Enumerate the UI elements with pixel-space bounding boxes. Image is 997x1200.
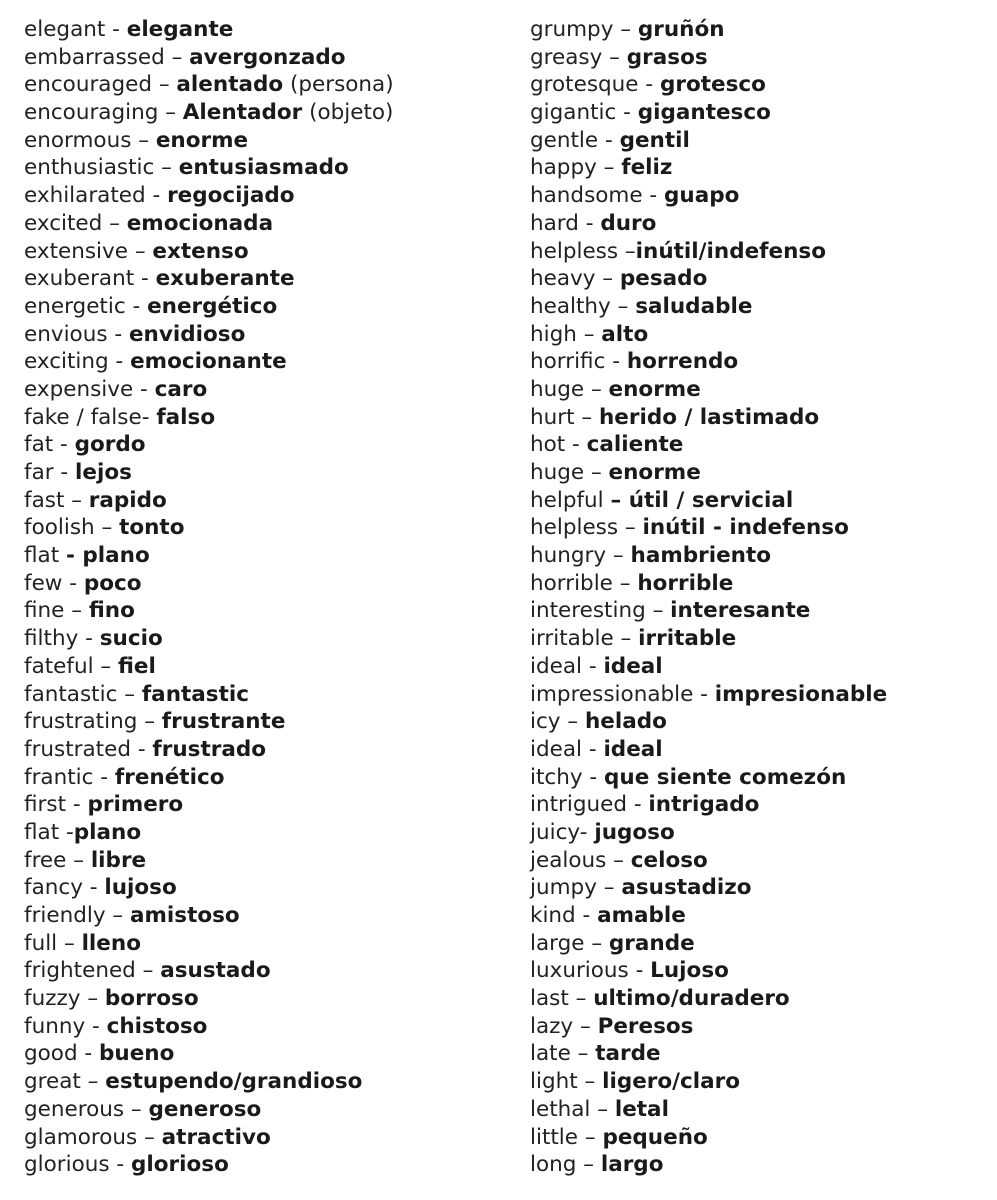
- spanish-translation: grande: [608, 930, 695, 956]
- vocab-entry: [530, 321, 990, 349]
- english-word: luxurious -: [530, 958, 651, 984]
- vocab-entry: [24, 71, 514, 99]
- spanish-translation: fantastic: [141, 681, 249, 707]
- english-word: last –: [530, 986, 594, 1012]
- vocab-entry: [24, 957, 514, 985]
- spanish-translation: lejos: [75, 460, 132, 485]
- spanish-translation: asustadizo: [621, 875, 752, 901]
- spanish-translation: Alentador: [182, 100, 303, 126]
- vocab-entry: [530, 1040, 990, 1068]
- vocab-entry: [530, 874, 990, 902]
- english-word: horrible –: [530, 570, 638, 596]
- spanish-translation: irritable: [638, 626, 737, 652]
- english-word: embarrassed –: [24, 44, 190, 70]
- vocab-entry: [24, 127, 514, 155]
- spanish-translation: sucio: [99, 626, 163, 652]
- english-word: little –: [530, 1124, 603, 1150]
- vocab-entry: [530, 847, 990, 875]
- spanish-translation: amable: [597, 903, 686, 928]
- vocab-entry: [530, 210, 990, 238]
- spanish-translation: elegante: [126, 17, 234, 42]
- english-word: full –: [24, 930, 82, 956]
- vocab-entry: [24, 985, 514, 1013]
- english-word: encouraging –: [24, 100, 183, 126]
- vocab-entry: [24, 1096, 514, 1124]
- vocab-entry: [530, 791, 990, 819]
- vocabulary-list-left: [24, 16, 514, 1179]
- spanish-translation: - plano: [65, 543, 150, 569]
- spanish-translation: enorme: [608, 460, 701, 485]
- spanish-translation: grasos: [626, 44, 708, 70]
- vocab-entry: [530, 44, 990, 72]
- english-word: interesting –: [530, 598, 671, 624]
- spanish-translation: que siente comezón: [604, 764, 847, 790]
- english-word: helpless –: [530, 515, 643, 541]
- vocab-entry: [530, 902, 990, 930]
- vocab-entry: [24, 376, 514, 404]
- spanish-translation: ideal: [603, 653, 663, 679]
- spanish-translation: bueno: [99, 1041, 175, 1067]
- english-word: kind -: [530, 903, 598, 928]
- vocab-entry: [24, 1068, 514, 1096]
- english-word: glorious -: [24, 1152, 131, 1178]
- english-word: foolish –: [24, 515, 120, 541]
- english-word: long –: [530, 1152, 601, 1178]
- spanish-translation: avergonzado: [189, 44, 346, 70]
- vocab-entry: [24, 182, 514, 210]
- vocab-entry: [24, 819, 514, 847]
- spanish-translation: enorme: [608, 376, 701, 402]
- english-word: far -: [24, 460, 76, 485]
- english-word: free –: [24, 847, 91, 873]
- spanish-translation: plano: [73, 819, 142, 845]
- vocab-entry: [24, 597, 514, 625]
- spanish-translation: amistoso: [130, 903, 240, 928]
- english-word: fast –: [24, 487, 89, 513]
- english-word: fake / false-: [24, 404, 157, 430]
- vocab-entry: [530, 348, 990, 376]
- spanish-translation: inútil - indefenso: [642, 515, 849, 541]
- vocab-entry: [24, 847, 514, 875]
- english-word: horrific -: [530, 349, 627, 375]
- vocabulary-list-right: [530, 16, 990, 1179]
- english-word: lethal –: [530, 1096, 615, 1122]
- vocab-entry: [530, 1096, 990, 1124]
- vocab-entry: [24, 1013, 514, 1041]
- spanish-translation: guapo: [664, 183, 740, 209]
- vocab-entry: [530, 985, 990, 1013]
- english-word: irritable –: [530, 626, 639, 652]
- spanish-translation: energético: [147, 293, 278, 319]
- vocab-entry: [530, 1151, 990, 1179]
- vocab-entry: [24, 708, 514, 736]
- english-word: great –: [24, 1069, 106, 1095]
- vocab-entry: [530, 238, 990, 266]
- english-word: flat: [24, 543, 66, 569]
- english-word: fateful –: [24, 653, 118, 679]
- spanish-translation: caro: [154, 376, 208, 402]
- spanish-translation: gigantesco: [637, 100, 771, 126]
- spanish-translation: libre: [90, 847, 147, 873]
- english-word: light –: [530, 1069, 603, 1095]
- vocab-entry: [24, 238, 514, 266]
- spanish-translation: emocionante: [130, 349, 287, 375]
- vocab-entry: [530, 16, 990, 44]
- spanish-translation: asustado: [160, 958, 271, 984]
- english-word: ideal -: [530, 736, 604, 762]
- spanish-translation: letal: [614, 1096, 669, 1122]
- vocab-entry: [24, 791, 514, 819]
- spanish-translation: extenso: [152, 238, 249, 264]
- spanish-translation: herido / lastimado: [598, 404, 820, 430]
- vocab-entry: [530, 376, 990, 404]
- vocab-entry: [24, 44, 514, 72]
- spanish-translation: emocionada: [126, 210, 274, 236]
- english-word: energetic -: [24, 293, 148, 319]
- spanish-translation: celoso: [630, 847, 708, 873]
- spanish-translation: Lujoso: [650, 958, 729, 984]
- english-word: intrigued -: [530, 792, 649, 818]
- english-word: gigantic -: [530, 100, 638, 126]
- spanish-translation: frustrante: [161, 709, 286, 735]
- vocab-entry: [530, 653, 990, 681]
- spanish-translation: envidioso: [128, 321, 246, 347]
- vocab-entry: [24, 404, 514, 432]
- vocab-entry: [24, 459, 514, 487]
- vocab-entry: [530, 1124, 990, 1152]
- vocab-entry: [24, 514, 514, 542]
- english-word: helpless –: [530, 238, 636, 264]
- english-word: greasy –: [530, 44, 627, 70]
- english-word: frantic -: [24, 764, 115, 790]
- vocab-entry: [24, 210, 514, 238]
- english-word: few -: [24, 570, 84, 596]
- spanish-translation: alto: [601, 321, 649, 347]
- spanish-translation: tarde: [595, 1041, 661, 1067]
- english-word: helpful: [530, 487, 611, 513]
- english-word: ideal -: [530, 653, 604, 679]
- spanish-translation: ligero/claro: [602, 1069, 741, 1095]
- spanish-translation: largo: [600, 1152, 664, 1178]
- spanish-translation: grotesco: [659, 72, 766, 98]
- vocab-entry: [530, 71, 990, 99]
- vocab-entry: [24, 570, 514, 598]
- vocab-entry: [530, 570, 990, 598]
- english-word: huge –: [530, 460, 609, 485]
- vocab-entry: [530, 459, 990, 487]
- english-word: happy –: [530, 155, 622, 181]
- english-word: expensive -: [24, 376, 155, 402]
- english-word: frustrating –: [24, 709, 162, 735]
- vocab-entry: [530, 930, 990, 958]
- vocab-entry: [24, 99, 514, 127]
- english-word: enormous –: [24, 127, 156, 153]
- english-word: extensive –: [24, 238, 153, 264]
- vocab-entry: [24, 625, 514, 653]
- english-word: fantastic –: [24, 681, 142, 707]
- vocab-entry: [24, 653, 514, 681]
- english-word: healthy –: [530, 293, 636, 319]
- vocab-entry: [24, 930, 514, 958]
- spanish-translation: caliente: [586, 432, 684, 458]
- vocab-entry: [24, 293, 514, 321]
- spanish-translation: saludable: [635, 293, 753, 319]
- vocab-entry: [530, 1013, 990, 1041]
- spanish-translation: rapido: [88, 487, 167, 513]
- english-word: itchy -: [530, 764, 605, 790]
- vocab-entry: [24, 681, 514, 709]
- vocab-entry: [530, 404, 990, 432]
- spanish-translation: horrendo: [626, 349, 739, 375]
- spanish-translation: alentado: [176, 72, 284, 98]
- spanish-translation: duro: [600, 210, 657, 236]
- english-word: grotesque -: [530, 72, 660, 98]
- english-word: fancy -: [24, 875, 105, 901]
- spanish-translation: frustrado: [152, 736, 267, 762]
- vocab-entry: [24, 736, 514, 764]
- english-word: jumpy –: [530, 875, 622, 901]
- spanish-translation: falso: [156, 404, 216, 430]
- english-word: hungry –: [530, 543, 631, 569]
- spanish-translation: hambriento: [630, 543, 772, 569]
- english-word: elegant -: [24, 17, 127, 42]
- english-word: funny -: [24, 1013, 107, 1039]
- english-word: fat -: [24, 432, 75, 458]
- english-word: envious -: [24, 321, 129, 347]
- english-word: flat -: [24, 819, 74, 845]
- vocab-entry: [24, 265, 514, 293]
- spanish-translation: gruñón: [637, 17, 725, 42]
- vocab-entry: [24, 542, 514, 570]
- vocab-entry: [530, 431, 990, 459]
- vocab-entry: [24, 321, 514, 349]
- spanish-translation: borroso: [104, 986, 199, 1012]
- english-word: exciting -: [24, 349, 131, 375]
- spanish-translation: lleno: [81, 930, 141, 956]
- spanish-translation: gordo: [74, 432, 146, 458]
- usage-note: (objeto): [302, 100, 394, 126]
- spanish-translation: estupendo/grandioso: [105, 1069, 363, 1095]
- english-word: friendly –: [24, 903, 130, 928]
- spanish-translation: atractivo: [161, 1124, 271, 1150]
- english-word: hard -: [530, 210, 601, 236]
- english-word: heavy –: [530, 266, 620, 292]
- english-word: high –: [530, 321, 602, 347]
- english-word: enthusiastic –: [24, 155, 179, 181]
- english-word: exhilarated -: [24, 183, 168, 209]
- spanish-translation: ultimo/duradero: [593, 986, 790, 1012]
- spanish-translation: exuberante: [155, 266, 295, 292]
- spanish-translation: tonto: [119, 515, 185, 541]
- vocab-entry: [24, 431, 514, 459]
- vocab-entry: [24, 874, 514, 902]
- spanish-translation: gentil: [619, 127, 690, 153]
- vocab-entry: [24, 902, 514, 930]
- english-word: encouraged –: [24, 72, 177, 98]
- spanish-translation: frenético: [114, 764, 225, 790]
- english-word: frustrated -: [24, 736, 153, 762]
- spanish-translation: fino: [88, 598, 135, 624]
- spanish-translation: impresionable: [714, 681, 888, 707]
- spanish-translation: enorme: [155, 127, 249, 153]
- vocab-entry: [530, 154, 990, 182]
- english-word: lazy –: [530, 1013, 598, 1039]
- vocab-entry: [530, 708, 990, 736]
- vocab-entry: [530, 487, 990, 515]
- english-word: glamorous –: [24, 1124, 162, 1150]
- vocab-entry: [530, 182, 990, 210]
- english-word: icy –: [530, 709, 585, 735]
- english-word: gentle -: [530, 127, 620, 153]
- spanish-translation: intrigado: [648, 792, 760, 818]
- english-word: exuberant -: [24, 266, 156, 292]
- spanish-translation: fiel: [118, 653, 156, 679]
- spanish-translation: ideal: [603, 736, 663, 762]
- english-word: handsome -: [530, 183, 665, 209]
- english-word: large –: [530, 930, 609, 956]
- vocab-entry: [530, 127, 990, 155]
- vocab-entry: [530, 681, 990, 709]
- vocab-entry: [24, 1151, 514, 1179]
- english-word: late –: [530, 1041, 596, 1067]
- spanish-translation: generoso: [148, 1096, 262, 1122]
- vocab-entry: [530, 819, 990, 847]
- english-word: hurt –: [530, 404, 599, 430]
- english-word: hot -: [530, 432, 587, 458]
- vocab-entry: [530, 597, 990, 625]
- vocab-entry: [530, 736, 990, 764]
- english-word: huge –: [530, 376, 609, 402]
- vocab-entry: [24, 1124, 514, 1152]
- spanish-translation: lujoso: [104, 875, 177, 901]
- spanish-translation: inútil/indefenso: [635, 238, 826, 264]
- vocab-entry: [530, 99, 990, 127]
- english-word: impressionable -: [530, 681, 715, 707]
- english-word: first -: [24, 792, 88, 818]
- vocab-entry: [530, 542, 990, 570]
- spanish-translation: Peresos: [597, 1013, 694, 1039]
- usage-note: (persona): [283, 72, 394, 98]
- vocab-entry: [530, 265, 990, 293]
- english-word: fine –: [24, 598, 89, 624]
- spanish-translation: interesante: [670, 598, 811, 624]
- vocab-entry: [530, 957, 990, 985]
- spanish-translation: glorioso: [131, 1152, 229, 1178]
- vocab-entry: [24, 487, 514, 515]
- spanish-translation: helado: [584, 709, 667, 735]
- spanish-translation: pequeño: [602, 1124, 708, 1150]
- vocab-entry: [24, 764, 514, 792]
- vocab-entry: [530, 293, 990, 321]
- spanish-translation: regocijado: [167, 183, 295, 209]
- vocab-entry: [530, 764, 990, 792]
- spanish-translation: pesado: [619, 266, 708, 292]
- vocab-entry: [530, 1068, 990, 1096]
- english-word: jealous –: [530, 847, 631, 873]
- english-word: frightened –: [24, 958, 161, 984]
- english-word: filthy -: [24, 626, 100, 652]
- spanish-translation: horrible: [637, 570, 734, 596]
- spanish-translation: jugoso: [594, 819, 675, 845]
- spanish-translation: – útil / servicial: [610, 487, 794, 513]
- vocab-entry: [530, 514, 990, 542]
- vocab-entry: [24, 16, 514, 44]
- english-word: grumpy –: [530, 17, 638, 42]
- english-word: fuzzy –: [24, 986, 105, 1012]
- spanish-translation: poco: [83, 570, 142, 596]
- english-word: generous –: [24, 1096, 149, 1122]
- english-word: excited –: [24, 210, 127, 236]
- english-word: good -: [24, 1041, 100, 1067]
- spanish-translation: feliz: [621, 155, 673, 181]
- vocab-entry: [24, 154, 514, 182]
- vocab-entry: [24, 1040, 514, 1068]
- english-word: juicy-: [530, 819, 595, 845]
- vocab-entry: [24, 348, 514, 376]
- spanish-translation: chistoso: [106, 1013, 208, 1039]
- spanish-translation: primero: [87, 792, 184, 818]
- spanish-translation: entusiasmado: [178, 155, 349, 181]
- vocab-entry: [530, 625, 990, 653]
